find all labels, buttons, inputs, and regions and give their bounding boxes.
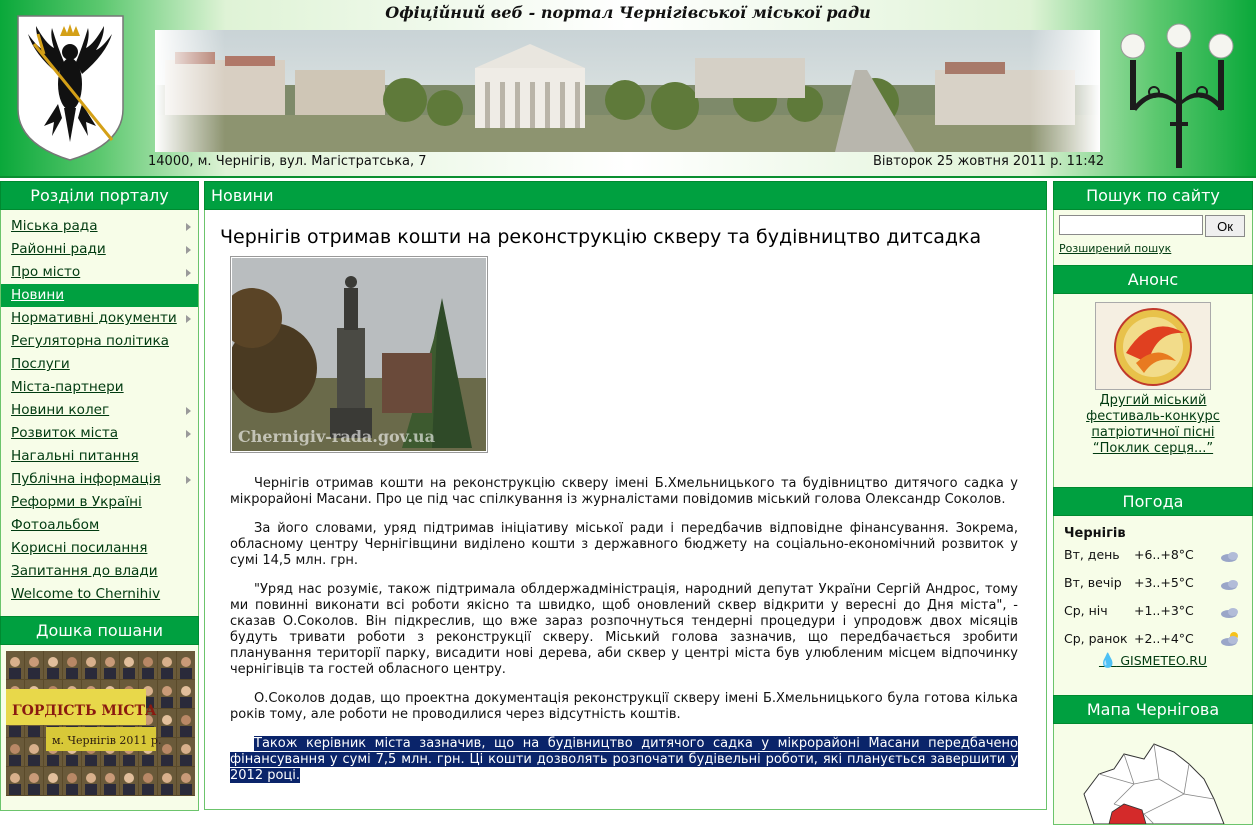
weather-city: Чернігів [1064,526,1126,541]
announce-title: Анонс [1053,265,1253,294]
weather-period: Вт, день [1064,547,1120,562]
sidebar-item-label: Розвиток міста [11,425,119,441]
sidebar-item-4[interactable] [1,284,198,307]
article-title: Чернігів отримав кошти на реконструкцію скверу та будівництво дитсадка [220,226,982,248]
city-panorama-banner [155,30,1100,152]
sidebar-item-label: Welcome to Chernihiv [11,586,161,602]
photo-watermark: Chernigiv-rada.gov.ua [238,427,435,446]
site-header [0,0,1256,178]
sidebar-item-label: Міста-партнери [11,379,124,395]
sidebar-item-1[interactable] [1,215,198,238]
city-map-panel [1053,695,1253,825]
droplet-icon: 💧 [1098,653,1117,669]
weather-title: Погода [1053,487,1253,516]
sidebar-item-label: Корисні посилання [11,540,148,556]
article-paragraph-2: За його словами, уряд підтримав ініціативу міської ради і передбачив відповідне фінансування. Зокрема, обласному центру Чернігівщини виділено кошти з державного бюджету на соціально-економічний розвиток у сумі 14,5 млн. грн. [230,521,1018,568]
sidebar-item-11[interactable] [1,445,198,468]
article-paragraph-5-selected [230,736,1018,784]
sidebar-item-5[interactable] [1,307,198,330]
weather-period: Ср, ранок [1064,631,1128,646]
weather-temperature: +3..+5°С [1134,575,1194,590]
sidebar-item-8[interactable] [1,376,198,399]
chevron-right-icon [186,246,191,254]
sidebar-item-label: Фотоальбом [11,517,100,533]
weather-body [1053,516,1253,716]
advanced-search-link[interactable]: Розширений пошук [1059,242,1172,255]
sidebar-item-label: Новини колег [11,402,110,418]
gismeteo-link[interactable] [1064,653,1242,669]
chevron-right-icon [186,430,191,438]
sidebar-item-12[interactable] [1,468,198,491]
sidebar-item-label: Новини [11,287,65,303]
weather-row [1064,569,1242,597]
sidebar-item-15[interactable] [1,537,198,560]
sidebar-item-10[interactable] [1,422,198,445]
announce-body [1053,294,1253,510]
street-lamp-icon [1114,12,1244,168]
city-map-body [1053,724,1253,825]
sidebar-item-16[interactable] [1,560,198,583]
sun-cloud-icon [1220,631,1242,647]
selected-text: Також керівник міста зазначив, що на будівництво дитячого садка у мікрорайоні Масани передбачено фінансування у сумі 7,5 млн. грн. Ці кошти дозволять розпочати будівельні роботи, які планується завершити у 2012 році. [230,736,1018,783]
sidebar-item-label: Нормативні документи [11,310,177,326]
weather-forecast-list [1064,541,1242,653]
portal-sections-title: Розділи порталу [0,181,199,210]
sidebar-item-label: Регуляторна політика [11,333,169,349]
weather-temperature: +2..+4°С [1134,631,1194,646]
current-datetime: Вівторок 25 жовтня 2011 р. 11:42 [873,154,1105,169]
sidebar-item-label: Публічна інформація [11,471,161,487]
sidebar-item-label: Нагальні питання [11,448,139,464]
festival-poster-image[interactable] [1095,302,1211,390]
cloud-icon [1220,547,1242,563]
honor-board-body [0,645,199,811]
sidebar-item-2[interactable] [1,238,198,261]
cloud-icon [1220,575,1242,591]
weather-panel [1053,487,1253,716]
news-content-panel [204,181,1047,808]
city-map-image[interactable] [1054,724,1253,824]
article-paragraph-1: Чернігів отримав кошти на реконструкцію скверу імені Б.Хмельницького та будівництво дитячого садка у мікрорайоні Масани. Про це під час спілкування із журналістами повідомив міський голова Олександр Соколов. [230,476,1018,507]
news-section-title: Новини [204,181,1047,210]
sidebar-item-label: Реформи в Україні [11,494,142,510]
search-input[interactable] [1059,215,1203,235]
announce-panel [1053,265,1253,510]
portal-sections-menu [0,210,199,633]
chevron-right-icon [186,315,191,323]
chevron-right-icon [186,407,191,415]
chevron-right-icon [186,269,191,277]
honor-board-title: Дошка пошани [0,616,199,645]
city-address: 14000, м. Чернігів, вул. Магістратська, 7 [148,154,427,169]
sidebar-item-9[interactable] [1,399,198,422]
weather-row [1064,541,1242,569]
article-photo[interactable] [230,256,488,453]
honor-banner-text: ГОРДІСТЬ МІСТА [12,703,157,719]
honor-board-panel [0,616,199,811]
portal-sections-panel [0,181,199,633]
sidebar-item-label: Запитання до влади [11,563,158,579]
sidebar-item-13[interactable] [1,491,198,514]
sidebar-item-label: Послуги [11,356,70,372]
sidebar-item-3[interactable] [1,261,198,284]
coat-of-arms-logo[interactable] [14,14,127,162]
sidebar-item-14[interactable] [1,514,198,537]
article [204,210,1047,810]
article-paragraph-4: О.Соколов додав, що проектна документація реконструкції скверу імені Б.Хмельницького була готова кілька років тому, але роботи не проводилися через відсутність коштів. [230,691,1018,722]
sidebar-item-label: Районні ради [11,241,106,257]
article-paragraph-3: "Уряд нас розуміє, також підтримала облдержадміністрація, народний депутат України Сергій Андрос, тому ми повинні виконати всі роботи якісно та швидко, щоб оновлений сквер відкрити у вересні до Дня міста", - сказав О.Соколов. Він підкреслив, що вже зараз розпочнуться тендерні процедури і упродовж двох місяців будуть тривати роботи з реконструкції скверу. Міський голова зазначив, що передбачається зробити планування території парку, висадити нові дерева, аби сквер у центрі міста був улюбленим місцем відпочинку чернігівців та гостей обласного центру. [230,582,1018,677]
weather-temperature: +6..+8°С [1134,547,1194,562]
city-map-title: Мапа Чернігова [1053,695,1253,724]
site-search-title: Пошук по сайту [1053,181,1253,210]
weather-period: Ср, ніч [1064,603,1108,618]
sidebar-item-7[interactable] [1,353,198,376]
honor-board-banner[interactable] [6,651,195,796]
honor-banner-subtext: м. Чернігів 2011 р. [52,734,162,747]
weather-temperature: +1..+3°С [1134,603,1194,618]
weather-row [1064,625,1242,653]
chevron-right-icon [186,476,191,484]
weather-row [1064,597,1242,625]
sidebar-item-label: Про місто [11,264,81,280]
chevron-right-icon [186,223,191,231]
gismeteo-link-label: GISMETEO.RU [1120,653,1208,668]
cloud-icon [1220,603,1242,619]
sidebar-item-6[interactable] [1,330,198,353]
site-title: Офіційний веб - портал Чернігівської міської ради [385,3,871,22]
sidebar-item-label: Міська рада [11,218,98,234]
festival-announce-link[interactable]: Другий міський фестиваль-конкурс патріотичної пісні “Поклик серця...” [1086,393,1220,456]
weather-period: Вт, вечір [1064,575,1122,590]
sidebar-item-17[interactable] [1,583,198,606]
search-submit-button[interactable]: Ок [1205,215,1245,237]
